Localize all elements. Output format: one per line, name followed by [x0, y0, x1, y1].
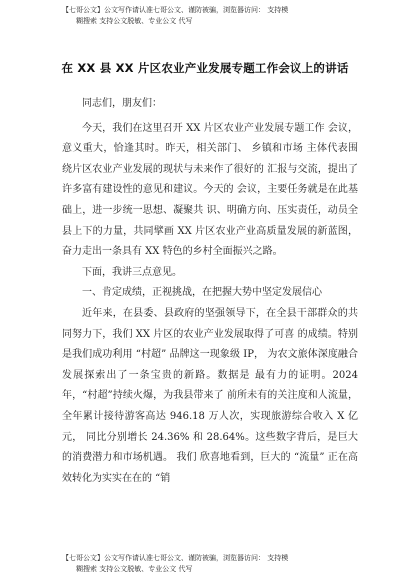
header-watermark-note: [62, 5, 362, 27]
body-paragraph: 今天，我们在这里召开 XX 片区农业产业发展专题工作 会议，意义重大，恰逢其时。昨天，相关部门、 乡镇和市场 主体代表围绕片区农业产业发展的现状与未来作了很好的 汇报与交流，提出了许多富有建设性的意见和建议。今天的 会议，主要任务就是在此基础上，进一步统一思想、凝聚共 识、明确方向、压实责任，动员全县上下的力量，共同擘画 XX 片区农业产业高质量发展的新蓝图，奋力走出一条具有 XX 特色的乡村全面振兴之路。: [62, 122, 358, 258]
footer-watermark-note: [62, 553, 362, 575]
greeting-paragraph: 同志们，朋友们：: [82, 98, 162, 109]
header-note-line-1: 【七哥公文】公文写作请认准七哥公文、谨防被骗，浏览器访问： 支持模: [62, 6, 289, 14]
footer-note-line-2: 糊搜索 支持公文脱敏、专业公文 代写: [76, 565, 193, 573]
section-heading: 一、肯定成绩，正视挑战，在把握大势中坚定发展信心: [82, 287, 322, 299]
document-body: [62, 94, 358, 489]
header-note-line-2: 糊搜索 支持公文脱敏、专业公文 代写: [76, 17, 193, 25]
body-paragraph: 下面，我讲三点意见。: [82, 266, 182, 278]
footer-note-line-1: 【七哥公文】公文写作请认准七哥公文、谨防被骗，浏览器访问： 支持模: [62, 554, 289, 562]
body-paragraph: 近年来，在县委、县政府的坚强领导下，在全县干部群众的共同努力下，我们 XX 片区的农业产业发展取得了可喜 的成绩。特别是我们成功利用 “村超” 品牌这一现象级 IP， 为农文旅体深度融合发展探索出了一条宝贵的新路。数据是 最有力的证明。2024 年，“村超”持续火爆，为我县带来了 前所未有的关注度和人流量，全年累计接待游客高达 946.18 万人次，实现旅游综合收入 X 亿元， 同比分别增长 24.36% 和 28.64%。这些数字背后，是巨大的消费潜力和市场机遇。 我们 欣喜地看到，巨大的 “流量” 正在高效转化为实实在在的 “销: [62, 307, 358, 484]
document-title: 在 XX 县 XX 片区农业产业发展专题工作会议上的讲话: [61, 61, 349, 75]
